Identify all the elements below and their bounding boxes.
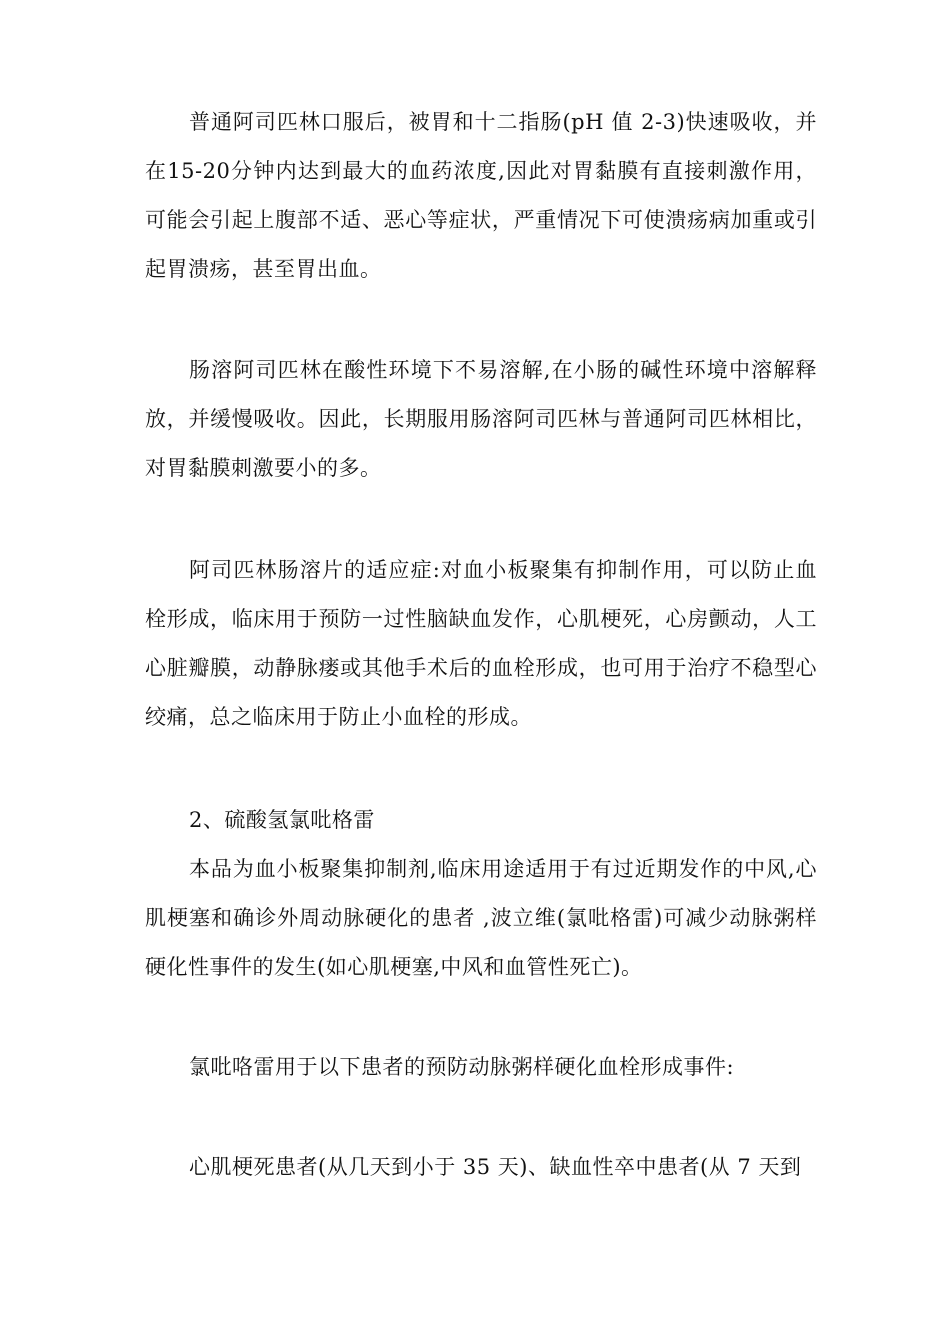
section-heading-clopidogrel: 2、硫酸氢氯吡格雷 (189, 808, 375, 832)
paragraph-clopidogrel-use: 氯吡咯雷用于以下患者的预防动脉粥样硬化血栓形成事件: (189, 1055, 735, 1079)
paragraph-aspirin-absorption: 普通阿司匹林口服后，被胃和十二指肠(pH 值 2-3)快速吸收，并在15-20分钟内达到最大的血药浓度,因此对胃黏膜有直接刺激作用，可能会引起上腹部不适、恶心等症状，严重情况下可使溃疡病加重或引起胃溃疡，甚至胃出血。 (145, 110, 817, 281)
paragraph-aspirin-indications: 阿司匹林肠溶片的适应症:对血小板聚集有抑制作用，可以防止血栓形成，临床用于预防一过性脑缺血发作，心肌梗死，心房颤动，人工心脏瓣膜，动静脉瘘或其他手术后的血栓形成，也可用于治疗不稳型心绞痛，总之临床用于防止小血栓的形成。 (145, 558, 817, 729)
paragraph-enteric-aspirin: 肠溶阿司匹林在酸性环境下不易溶解,在小肠的碱性环境中溶解释放，并缓慢吸收。因此，长期服用肠溶阿司匹林与普通阿司匹林相比，对胃黏膜刺激要小的多。 (145, 358, 817, 480)
paragraph-patient-groups: 心肌梗死患者(从几天到小于 35 天)、缺血性卒中患者(从 7 天到 (189, 1155, 802, 1179)
paragraph-clopidogrel-description: 本品为血小板聚集抑制剂,临床用途适用于有过近期发作的中风,心肌梗塞和确诊外周动脉硬化的患者 ,波立维(氯吡格雷)可减少动脉粥样硬化性事件的发生(如心肌梗塞,中风和血管性死亡)。 (145, 857, 817, 979)
